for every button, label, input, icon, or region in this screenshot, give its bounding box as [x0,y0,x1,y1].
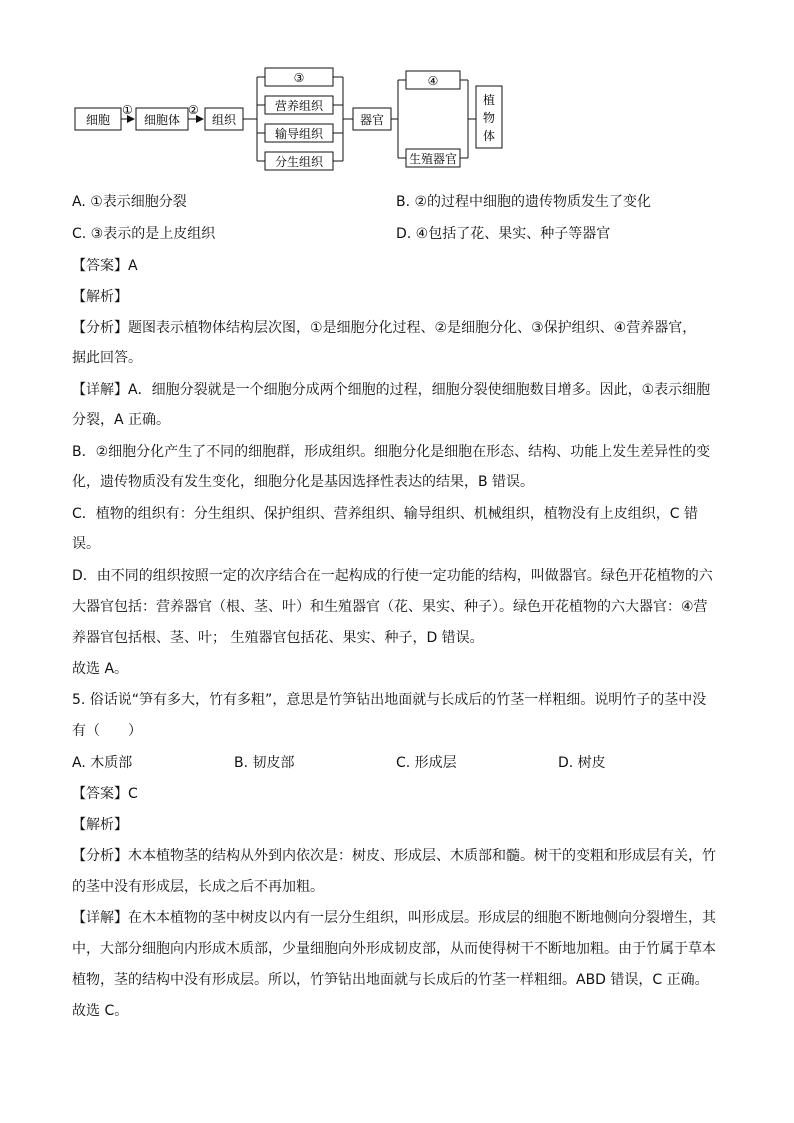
q5-option-c: C. 形成层 [396,755,457,771]
cell-label: 细胞 [85,113,111,127]
q4-option-a: A. ①表示细胞分裂 [72,194,187,210]
q5-fenxi-line-1: 【分析】木本植物茎的结构从外到内依次是：树皮、形成层、木质部和髓。树干的变粗和形成层有关，竹 [72,848,716,864]
q4-answer: 【答案】A [72,258,138,274]
tissue-label: 组织 [211,113,237,127]
cell-mass-label: 细胞体 [143,113,181,127]
q4-option-b: B. ②的过程中细胞的遗传物质发生了变化 [396,194,652,210]
plant-label-3: 体 [482,129,496,143]
q4-option-d: D. ④包括了花、果实、种子等器官 [396,226,611,242]
q5-detail-line-2: 中，大部分细胞向内形成木质部，少量细胞向外形成韧皮部，从而使得树干不断地加粗。由于竹属于草本 [72,941,716,957]
q4-detail-c-line-1: C．植物的组织有：分生组织、保护组织、营养组织、输导组织、机械组织，植物没有上皮组织，C 错 [72,506,698,522]
tissue-meristem-label: 分生组织 [274,155,324,169]
step-2-label: ② [188,103,199,117]
q5-option-b: B. 韧皮部 [234,755,295,771]
q5-analysis-title: 【解析】 [72,817,128,833]
q4-option-c: C. ③表示的是上皮组织 [72,226,216,242]
tissue-conduct-label: 输导组织 [274,127,324,141]
q5-detail-line-3: 植物，茎的结构中没有形成层。所以，竹笋钻出地面就与长成后的竹茎一样粗细。ABD 错误，C 正确。 [72,972,709,988]
q4-detail-b-line-2: 化，遗传物质没有发生变化，细胞分化是基因选择性表达的结果，B 错误。 [72,474,535,490]
q4-detail-d-line-2: 大器官包括：营养器官（根、茎、叶）和生殖器官（花、果实、种子）。绿色开花植物的六大器官：④营 [72,599,708,615]
q5-stem-line-1: 5. 俗话说“笋有多大，竹有多粗”，意思是竹笋钻出地面就与长成后的竹茎一样粗细。说明竹子的茎中没 [72,692,707,708]
q5-option-a: A. 木质部 [72,755,133,771]
q4-detail-a-line-1: 【详解】A．细胞分裂就是一个细胞分成两个细胞的过程，细胞分裂使细胞数目增多。因此，①表示细胞 [72,382,711,398]
q4-detail-b-line-1: B．②细胞分化产生了不同的细胞群，形成组织。细胞分化是细胞在形态、结构、功能上发生差异性的变 [72,444,711,460]
step-1-label: ① [122,103,133,117]
q5-option-d: D. 树皮 [558,755,606,771]
q4-detail-a-line-2: 分裂，A 正确。 [72,412,171,428]
plant-label-2: 物 [482,111,496,125]
tissue-3-label: ③ [293,71,305,85]
q4-detail-d-line-3: 养器官包括根、茎、叶； 生殖器官包括花、果实、种子，D 错误。 [72,630,484,646]
q4-analysis-title: 【解析】 [72,289,128,305]
q5-conclusion: 故选 C。 [72,1003,129,1019]
q4-fenxi-line-1: 【分析】题图表示植物体结构层次图，①是细胞分化过程、②是细胞分化、③保护组织、④营养器官， [72,320,697,336]
q4-detail-c-line-2: 误。 [72,536,100,552]
organ-repro-label: 生殖器官 [408,152,458,166]
q4-conclusion: 故选 A。 [72,661,129,677]
tissue-nutrient-label: 营养组织 [274,99,324,113]
organ-4-label: ④ [427,74,439,88]
plant-label-1: 植 [482,93,496,107]
organ-label: 器官 [359,113,385,127]
q5-answer: 【答案】C [72,786,138,802]
q5-stem-line-2: 有（ ） [72,723,142,739]
plant-structure-diagram [60,64,540,184]
q4-detail-d-line-1: D．由不同的组织按照一定的次序结合在一起构成的行使一定功能的结构，叫做器官。绿色开花植物的六 [72,568,713,584]
q5-detail-line-1: 【详解】在木本植物的茎中树皮以内有一层分生组织，叫形成层。形成层的细胞不断地侧向分裂增生，其 [72,910,716,926]
q4-fenxi-line-2: 据此回答。 [72,350,142,366]
q5-fenxi-line-2: 的茎中没有形成层，长成之后不再加粗。 [72,879,324,895]
